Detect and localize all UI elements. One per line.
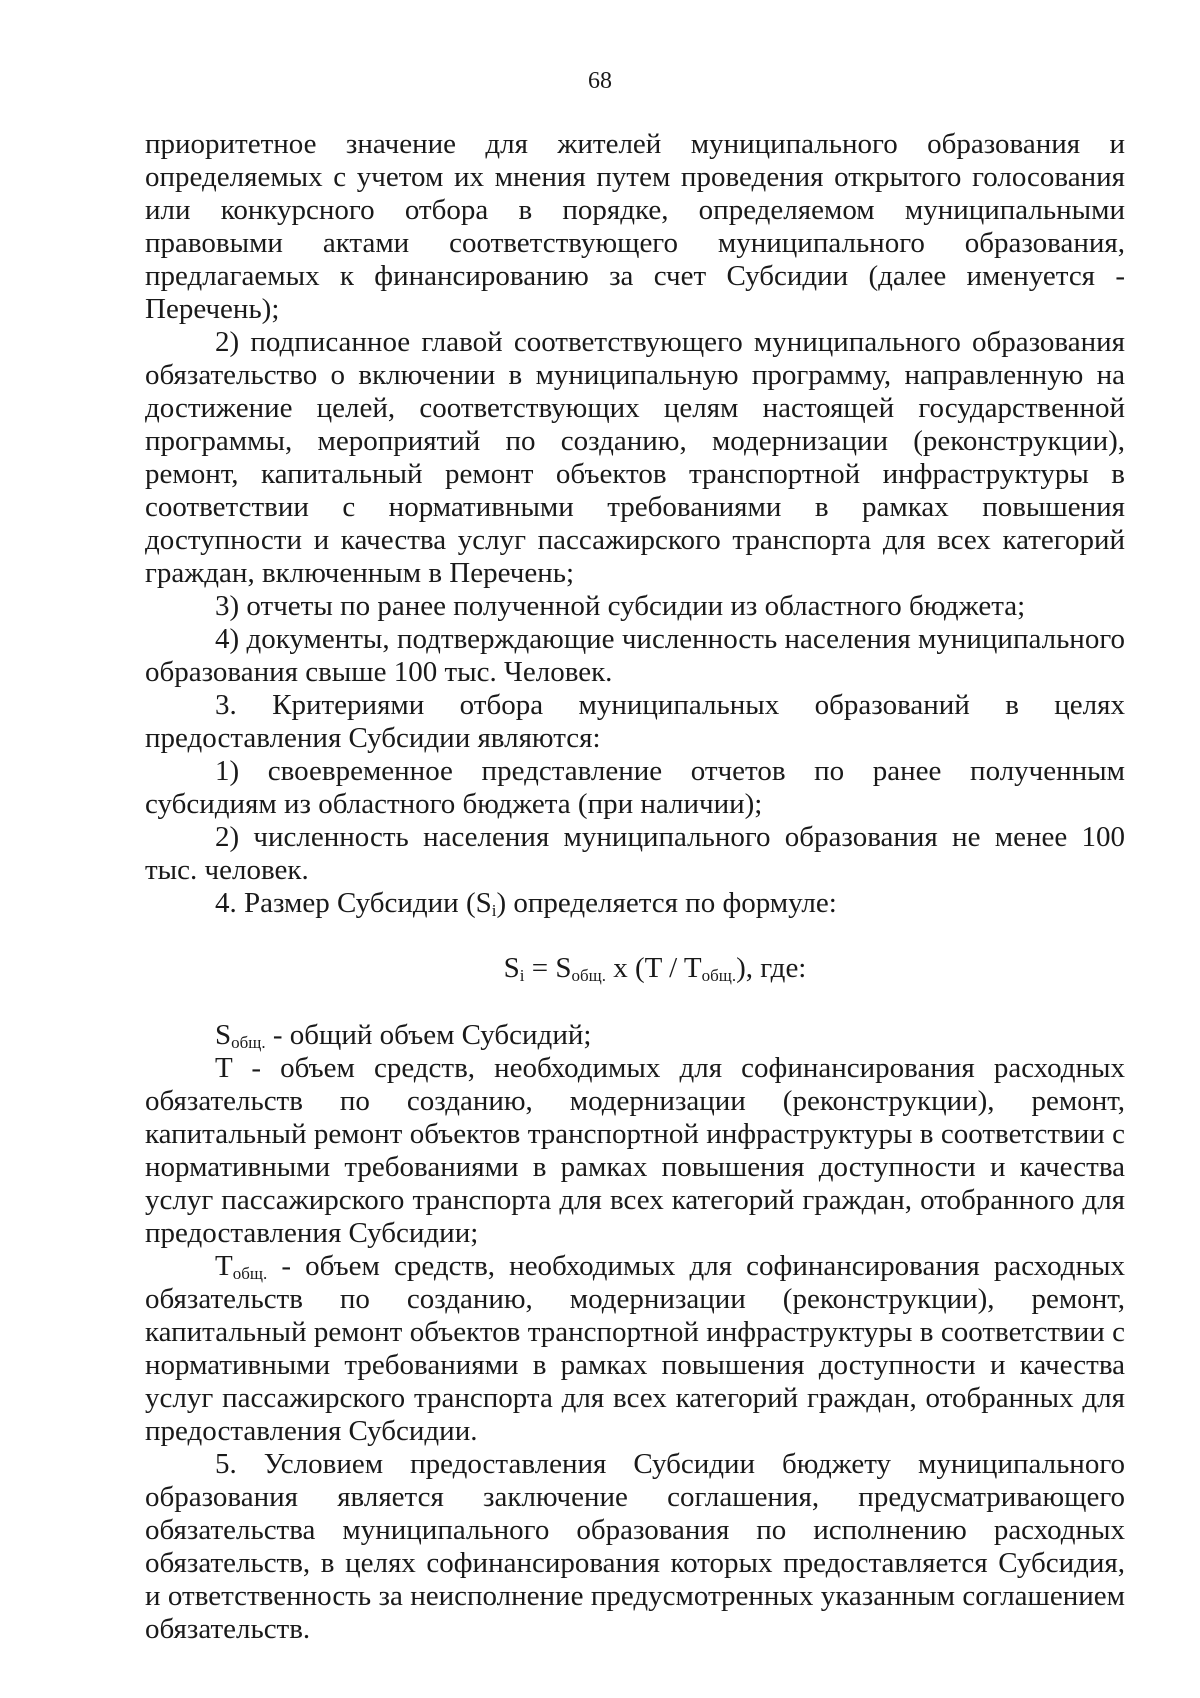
definition-t-total <box>145 1250 1125 1448</box>
definition-t <box>145 1052 1125 1250</box>
definition-t-text: - объем средств, необходимых для софинансирования расходных обязательств по созданию, модернизации (реконструкции), ремонт, капитальный ремонт объектов транспортной инфраструктуры в соответствии с нормативными требованиями в рамках повышения доступности и качества услуг пассажирского транспорта для всех категорий граждан, отобранного для предоставления Субсидии; <box>145 1052 1125 1249</box>
paragraph-item-4-documents: 4) документы, подтверждающие численность населения муниципального образования свыше 100 тыс. Человек. <box>145 623 1125 688</box>
formula-mult: x (T / T <box>605 952 702 984</box>
formula-t-total-sub: общ. <box>701 966 737 985</box>
section-4-tail: ) определяется по формуле: <box>496 887 837 919</box>
definition-t-total-text: - объем средств, необходимых для софинансирования расходных обязательств по созданию, модернизации (реконструкции), ремонт, капитальный ремонт объектов транспортной инфраструктуры в соответствии с нормативными требованиями в рамках повышения доступности и качества услуг пассажирского транспорта для всех категорий граждан, отобранных для предоставления Субсидии. <box>145 1250 1125 1447</box>
paragraph-item-2-obligation: 2) подписанное главой соответствующего муниципального образования обязательство о включении в муниципальную программу, направленную на достижение целей, соответствующих целям настоящей государственной программы, мероприятий по созданию, модернизации (реконструкции), ремонт, капитальный ремонт объектов транспортной инфраструктуры в соответствии с нормативными требованиями в рамках повышения доступности и качества услуг пассажирского транспорта для всех категорий граждан, включенным в Перечень; <box>145 326 1125 589</box>
definition-s-total <box>145 1019 1125 1052</box>
formula <box>145 952 1125 985</box>
formula-tail: ), где: <box>736 952 807 984</box>
paragraph-section-5-condition: 5. Условием предоставления Субсидии бюджету муниципального образования является заключение соглашения, предусматривающего обязательства муниципального образования по исполнению расходных обязательств, в целях софинансирования которых предоставляется Субсидия, и ответственность за неисполнение предусмотренных указанным соглашением обязательств. <box>145 1448 1125 1645</box>
paragraph-item-3-reports: 3) отчеты по ранее полученной субсидии из областного бюджета; <box>215 590 1026 622</box>
formula-eq: = S <box>524 952 572 984</box>
formula-s-total-sub: общ. <box>571 966 606 985</box>
paragraph-section-4-size <box>145 887 1125 920</box>
definition-t-total-sub: общ. <box>232 1264 268 1283</box>
formula-s-sub: i <box>519 966 525 985</box>
paragraph-section-3-criteria: 3. Критериями отбора муниципальных образований в целях предоставления Субсидии являются: <box>145 689 1125 754</box>
paragraph-list-continuation: приоритетное значение для жителей муниципального образования и определяемых с учетом их мнения путем проведения открытого голосования или конкурсного отбора в порядке, определяемом муниципальными правовыми актами соответствующего муниципального образования, предлагаемых к финансированию за счет Субсидии (далее именуется - Перечень); <box>145 128 1125 325</box>
definition-t-total-symbol: T <box>215 1250 233 1282</box>
definition-s-total-sub: общ. <box>231 1033 266 1052</box>
definition-t-symbol: T <box>215 1052 233 1084</box>
definition-s-total-text: - общий объем Субсидий; <box>265 1019 592 1051</box>
paragraph-criterion-1: 1) своевременное представление отчетов по ранее полученным субсидиям из областного бюджета (при наличии); <box>145 755 1125 820</box>
document-body <box>145 128 1125 1646</box>
page-number: 68 <box>588 68 612 94</box>
definition-s-total-symbol: S <box>215 1019 232 1051</box>
section-4-text: 4. Размер Субсидии (S <box>215 887 492 919</box>
formula-s: S <box>503 952 520 984</box>
subscript-i: i <box>491 901 497 920</box>
paragraph-criterion-2: 2) численность населения муниципального образования не менее 100 тыс. человек. <box>145 821 1125 886</box>
